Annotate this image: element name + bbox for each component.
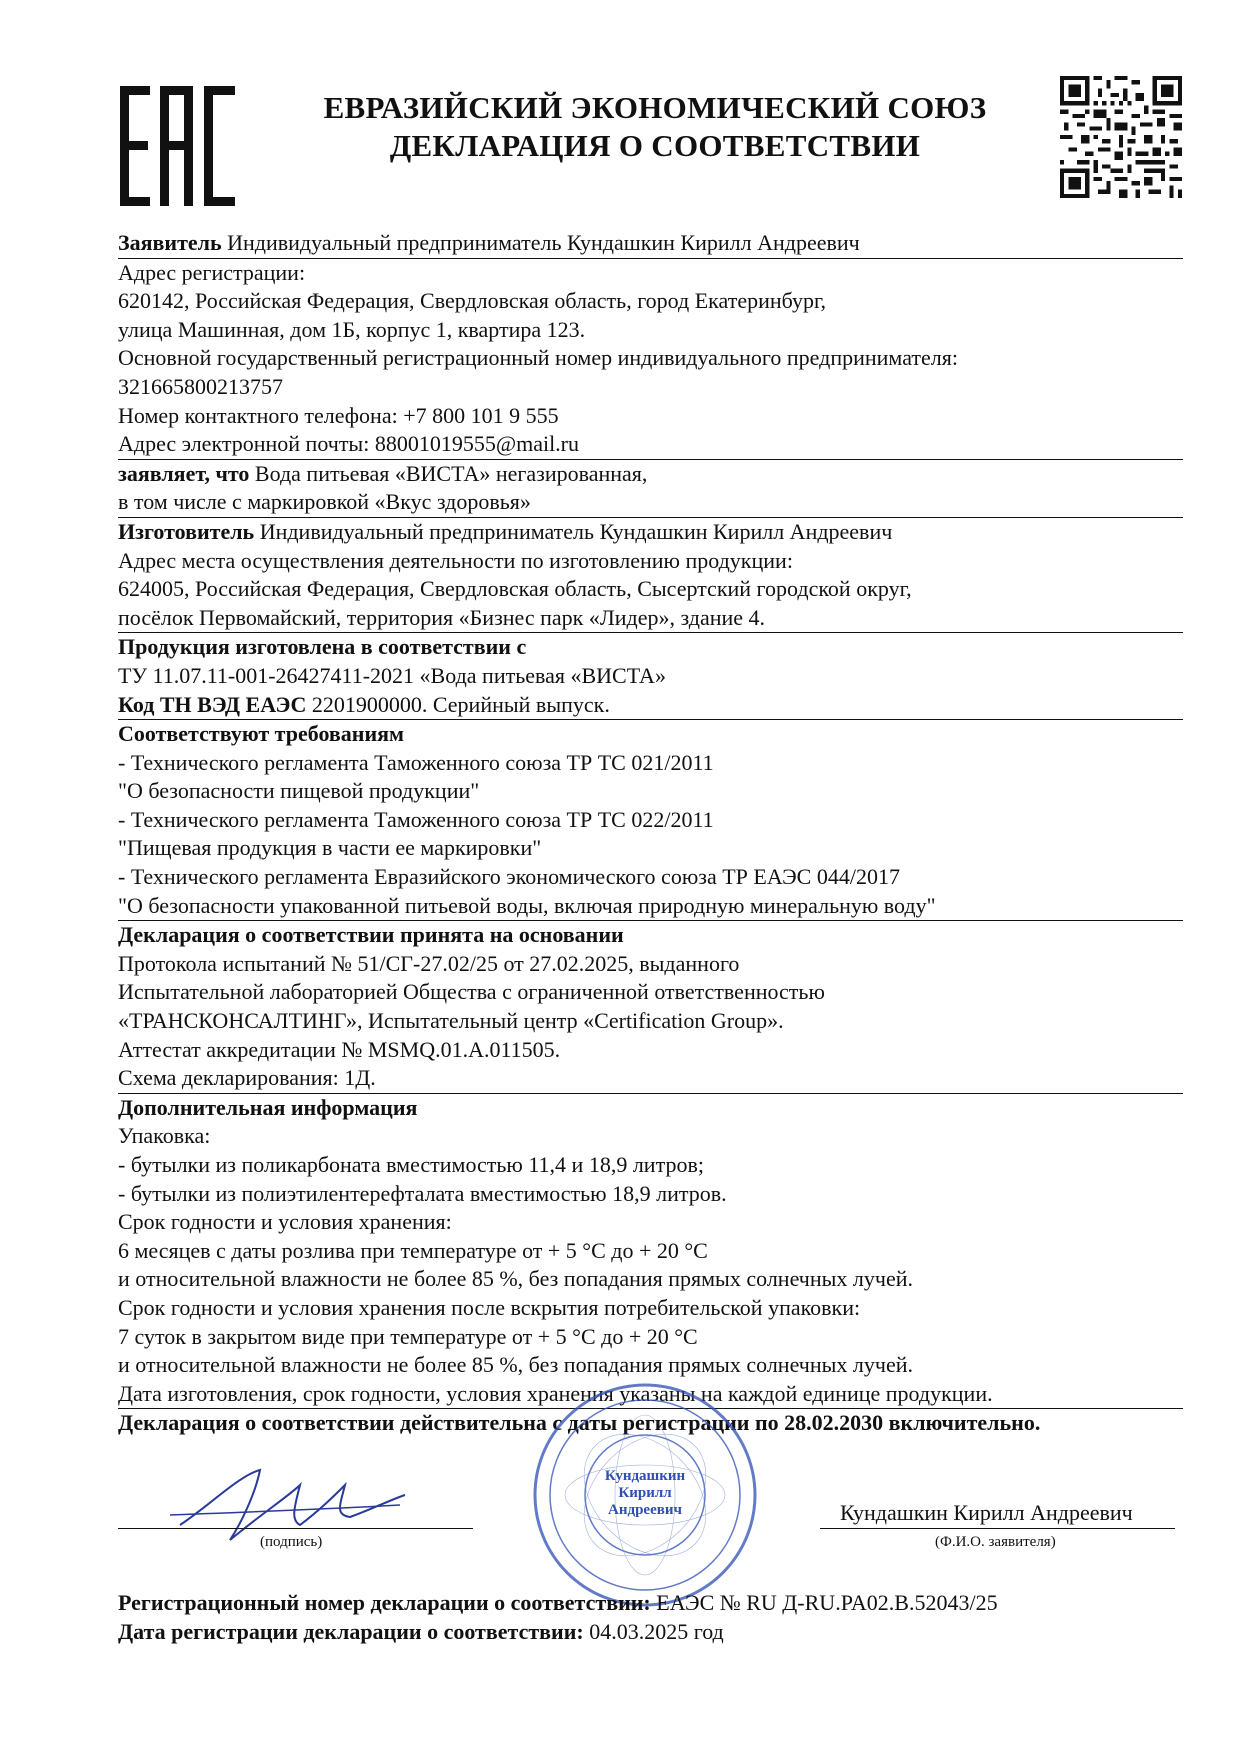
additional-info-line: Дата изготовления, срок годности, условия хранения указаны на каждой единице продукции. bbox=[118, 1380, 1183, 1410]
applicant-label: Заявитель bbox=[118, 230, 222, 255]
declaration-body bbox=[118, 229, 1183, 1438]
produced-per-spec: ТУ 11.07.11-001-26427411-2021 «Вода питьевая «ВИСТА» bbox=[118, 662, 666, 688]
applicant-ogrn: 321665800213757 bbox=[118, 373, 283, 399]
eac-logo-icon bbox=[120, 86, 235, 206]
document-title: ДЕКЛАРАЦИЯ О СООТВЕТСТВИИ bbox=[389, 128, 921, 163]
applicant-email: Адрес электронной почты: 88001019555@mail.ru bbox=[118, 430, 1183, 460]
additional-info-line: - бутылки из полиэтилентерефталата вместимостью 18,9 литров. bbox=[118, 1180, 727, 1206]
registration-date-row bbox=[118, 1619, 724, 1645]
basis-line: «ТРАНСКОНСАЛТИНГ», Испытательный центр «Certification Group». bbox=[118, 1008, 784, 1034]
requirements-line: "О безопасности упакованной питьевой воды, включая природную минеральную воду" bbox=[118, 892, 1183, 922]
additional-info-label: Дополнительная информация bbox=[118, 1094, 418, 1120]
requirements-line: "Пищевая продукция в части ее маркировки" bbox=[118, 835, 542, 861]
basis-line: Схема декларирования: 1Д. bbox=[118, 1064, 1183, 1094]
applicant-name: Индивидуальный предприниматель Кундашкин Кирилл Андреевич bbox=[221, 230, 860, 255]
manufacturer-address-line: 624005, Российская Федерация, Свердловская область, Сысертский городской округ, bbox=[118, 576, 912, 602]
registration-number-label: Регистрационный номер декларации о соответствии: bbox=[118, 1590, 651, 1615]
additional-info-line: и относительной влажности не более 85 %, без попадания прямых солнечных лучей. bbox=[118, 1266, 913, 1292]
additional-info-line: Срок годности и условия хранения: bbox=[118, 1209, 452, 1235]
qr-code-icon[interactable] bbox=[1060, 76, 1182, 198]
stamp-text-line: Андреевич bbox=[608, 1502, 682, 1518]
registration-number-row bbox=[118, 1590, 998, 1616]
manufacturer-name: Индивидуальный предприниматель Кундашкин Кирилл Андреевич bbox=[254, 518, 893, 544]
additional-info-line: и относительной влажности не более 85 %, без попадания прямых солнечных лучей. bbox=[118, 1352, 913, 1378]
produced-per-label: Продукция изготовлена в соответствии с bbox=[118, 634, 527, 660]
requirements-line: - Технического регламента Таможенного союза ТР ТС 021/2011 bbox=[118, 749, 714, 775]
basis-line: Аттестат аккредитации № MSMQ.01.A.011505. bbox=[118, 1036, 561, 1062]
signature-line bbox=[118, 1528, 473, 1529]
basis-line: Испытательной лабораторией Общества с ограниченной ответственностью bbox=[118, 979, 825, 1005]
applicant-phone: Номер контактного телефона: +7 800 101 9 555 bbox=[118, 402, 559, 428]
additional-info-line: 7 суток в закрытом виде при температуре от + 5 °С до + 20 °С bbox=[118, 1323, 698, 1349]
additional-info-line: Срок годности и условия хранения после вскрытия потребительской упаковки: bbox=[118, 1294, 861, 1320]
registration-date-value: 04.03.2025 год bbox=[583, 1619, 724, 1644]
signature-caption: (подпись) bbox=[260, 1534, 323, 1550]
requirements-line: "О безопасности пищевой продукции" bbox=[118, 778, 480, 804]
basis-line: Протокола испытаний № 51/СГ-27.02/25 от 27.02.2025, выданного bbox=[118, 950, 740, 976]
additional-info-line: - бутылки из поликарбоната вместимостью 11,4 и 18,9 литров; bbox=[118, 1152, 704, 1177]
applicant-address-line: улица Машинная, дом 1Б, корпус 1, квартира 123. bbox=[118, 316, 586, 342]
product-name: Вода питьевая «ВИСТА» негазированная, bbox=[249, 460, 648, 486]
stamp-text-line: Кирилл bbox=[618, 1485, 672, 1501]
manufacturer-address-label: Адрес места осуществления деятельности по изготовлению продукции: bbox=[118, 547, 793, 573]
manufacturer-label: Изготовитель bbox=[118, 518, 255, 544]
requirements-label: Соответствуют требованиям bbox=[118, 721, 405, 747]
basis-label: Декларация о соответствии принята на основании bbox=[118, 922, 624, 948]
hs-code-value: 2201900000. Серийный выпуск. bbox=[306, 691, 610, 717]
validity-statement: Декларация о соответствии действительна с даты регистрации по 28.02.2030 включительно. bbox=[118, 1410, 1041, 1436]
signer-name: Кундашкин Кирилл Андреевич bbox=[840, 1500, 1133, 1525]
manufacturer-address-line: посёлок Первомайский, территория «Бизнес парк «Лидер», здание 4. bbox=[118, 604, 1183, 634]
declares-label: заявляет, что bbox=[118, 460, 250, 486]
union-title: ЕВРАЗИЙСКИЙ ЭКОНОМИЧЕСКИЙ СОЮЗ bbox=[323, 90, 987, 125]
requirements-line: - Технического регламента Евразийского экономического союза ТР ЕАЭС 044/2017 bbox=[118, 864, 900, 890]
signer-name-line bbox=[820, 1528, 1175, 1529]
registration-number-value: ЕАЭС № RU Д-RU.PA02.B.52043/25 bbox=[650, 1590, 998, 1615]
additional-info-line: 6 месяцев с даты розлива при температуре от + 5 °С до + 20 °С bbox=[118, 1237, 708, 1263]
hs-code-label: Код ТН ВЭД ЕАЭС bbox=[118, 691, 307, 717]
manufacturer-row bbox=[118, 518, 1183, 547]
hs-code-row bbox=[118, 691, 1183, 721]
applicant-address-label: Адрес регистрации: bbox=[118, 259, 306, 285]
stamp-text-line: Кундашкин bbox=[604, 1468, 686, 1484]
product-name-continued: в том числе с маркировкой «Вкус здоровья» bbox=[118, 488, 1183, 518]
additional-info-line: Упаковка: bbox=[118, 1123, 211, 1149]
registration-date-label: Дата регистрации декларации о соответствии: bbox=[118, 1619, 584, 1644]
signer-name-caption: (Ф.И.О. заявителя) bbox=[935, 1534, 1056, 1550]
applicant-ogrn-label: Основной государственный регистрационный номер индивидуального предпринимателя: bbox=[118, 345, 958, 371]
applicant-address-line: 620142, Российская Федерация, Свердловская область, город Екатеринбург, bbox=[118, 288, 827, 314]
requirements-line: - Технического регламента Таможенного союза ТР ТС 022/2011 bbox=[118, 806, 714, 832]
applicant-row bbox=[118, 229, 1183, 259]
declares-row bbox=[118, 460, 1183, 489]
